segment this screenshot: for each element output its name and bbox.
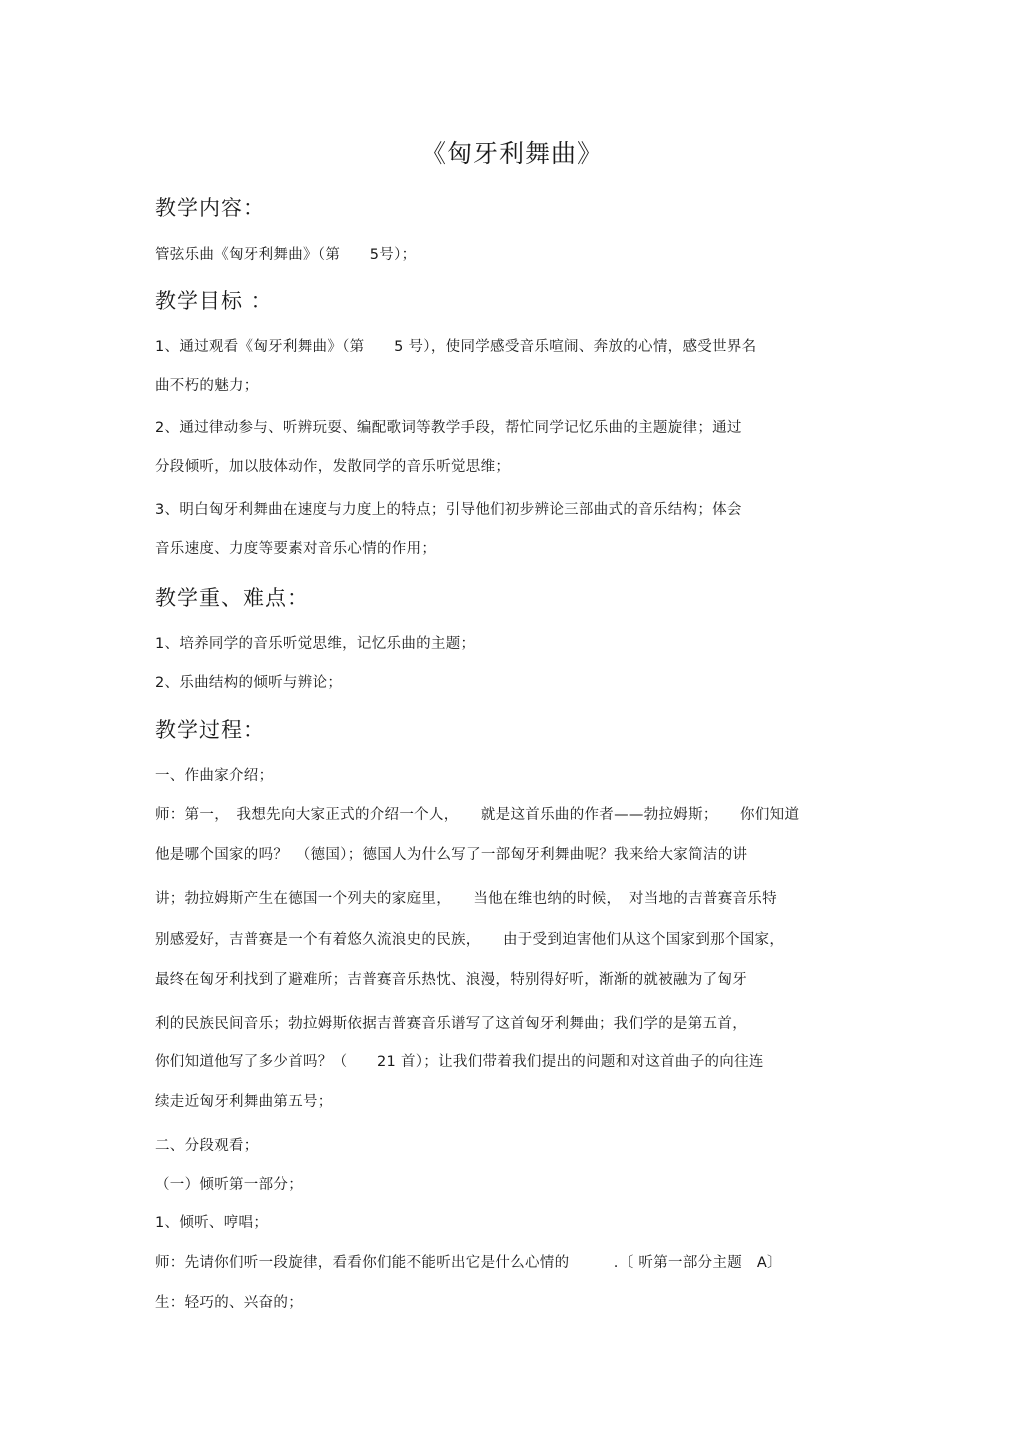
section-heading-key-points: 教学重、难点： [155,586,309,610]
process-line-3: 他是哪个国家的吗？ （德国）；德国人为什么写了一部匈牙利舞曲呢？我来给大家简洁的讲 [155,847,748,863]
section-heading-goals: 教学目标 ： [155,289,273,313]
key-points-line-1: 1、培养同学的音乐听觉思维，记忆乐曲的主题； [155,636,476,652]
process-line-10: 二、分段观看； [155,1138,259,1154]
key-points-line-2: 2、乐曲结构的倾听与辨论； [155,675,343,691]
section-heading-process: 教学过程： [155,718,265,742]
process-line-6: 最终在匈牙利找到了避难所；吉普赛音乐热忱、浪漫，特别得好听，渐渐的就被融为了匈牙 [155,972,747,988]
section-heading-content: 教学内容： [155,196,265,220]
process-line-7: 利的民族民间音乐；勃拉姆斯依据吉普赛音乐谱写了这首匈牙利舞曲；我们学的是第五首， [155,1016,747,1032]
goals-line-6: 音乐速度、力度等要素对音乐心情的作用； [155,541,437,557]
goals-line-4: 分段倾听，加以肢体动作，发散同学的音乐听觉思维； [155,459,511,475]
process-line-9: 续走近匈牙利舞曲第五号； [155,1094,333,1110]
process-line-11: （一）倾听第一部分； [155,1177,303,1193]
process-line-14: 生：轻巧的、兴奋的； [155,1295,303,1311]
process-line-4: 讲；勃拉姆斯产生在德国一个列夫的家庭里， 当他在维也纳的时候， 对当地的吉普赛音乐特 [155,891,777,907]
process-line-8: 你们知道他写了多少首吗？（ 21 首）；让我们带着我们提出的问题和对这首曲子的向往连 [155,1054,764,1070]
process-line-13: 师：先请你们听一段旋律，看看你们能不能听出它是什么心情的 .〔 听第一部分主题 A〕 [155,1255,782,1271]
process-line-2: 师：第一， 我想先向大家正式的介绍一个人， 就是这首乐曲的作者——勃拉姆斯； 你们知道 [155,807,800,823]
process-line-1: 一、作曲家介绍； [155,768,274,784]
process-line-12: 1、倾听、哼唱； [155,1215,269,1231]
process-line-5: 别感爱好，吉普赛是一个有着悠久流浪史的民族， 由于受到迫害他们从这个国家到那个国家， [155,932,785,948]
goals-line-5: 3、明白匈牙利舞曲在速度与力度上的特点；引导他们初步辨论三部曲式的音乐结构；体会 [155,502,742,518]
goals-line-3: 2、通过律动参与、听辨玩耍、编配歌词等教学手段，帮忙同学记忆乐曲的主题旋律；通过 [155,420,742,436]
goals-line-1: 1、通过观看《匈牙利舞曲》（第 5 号），使同学感受音乐喧闹、奔放的心情，感受世界名 [155,339,757,355]
document-title: 《匈牙利舞曲》 [420,139,603,168]
goals-line-2: 曲不朽的魅力； [155,378,259,394]
content-line-1: 管弦乐曲《匈牙利舞曲》（第 5号）； [155,247,417,263]
